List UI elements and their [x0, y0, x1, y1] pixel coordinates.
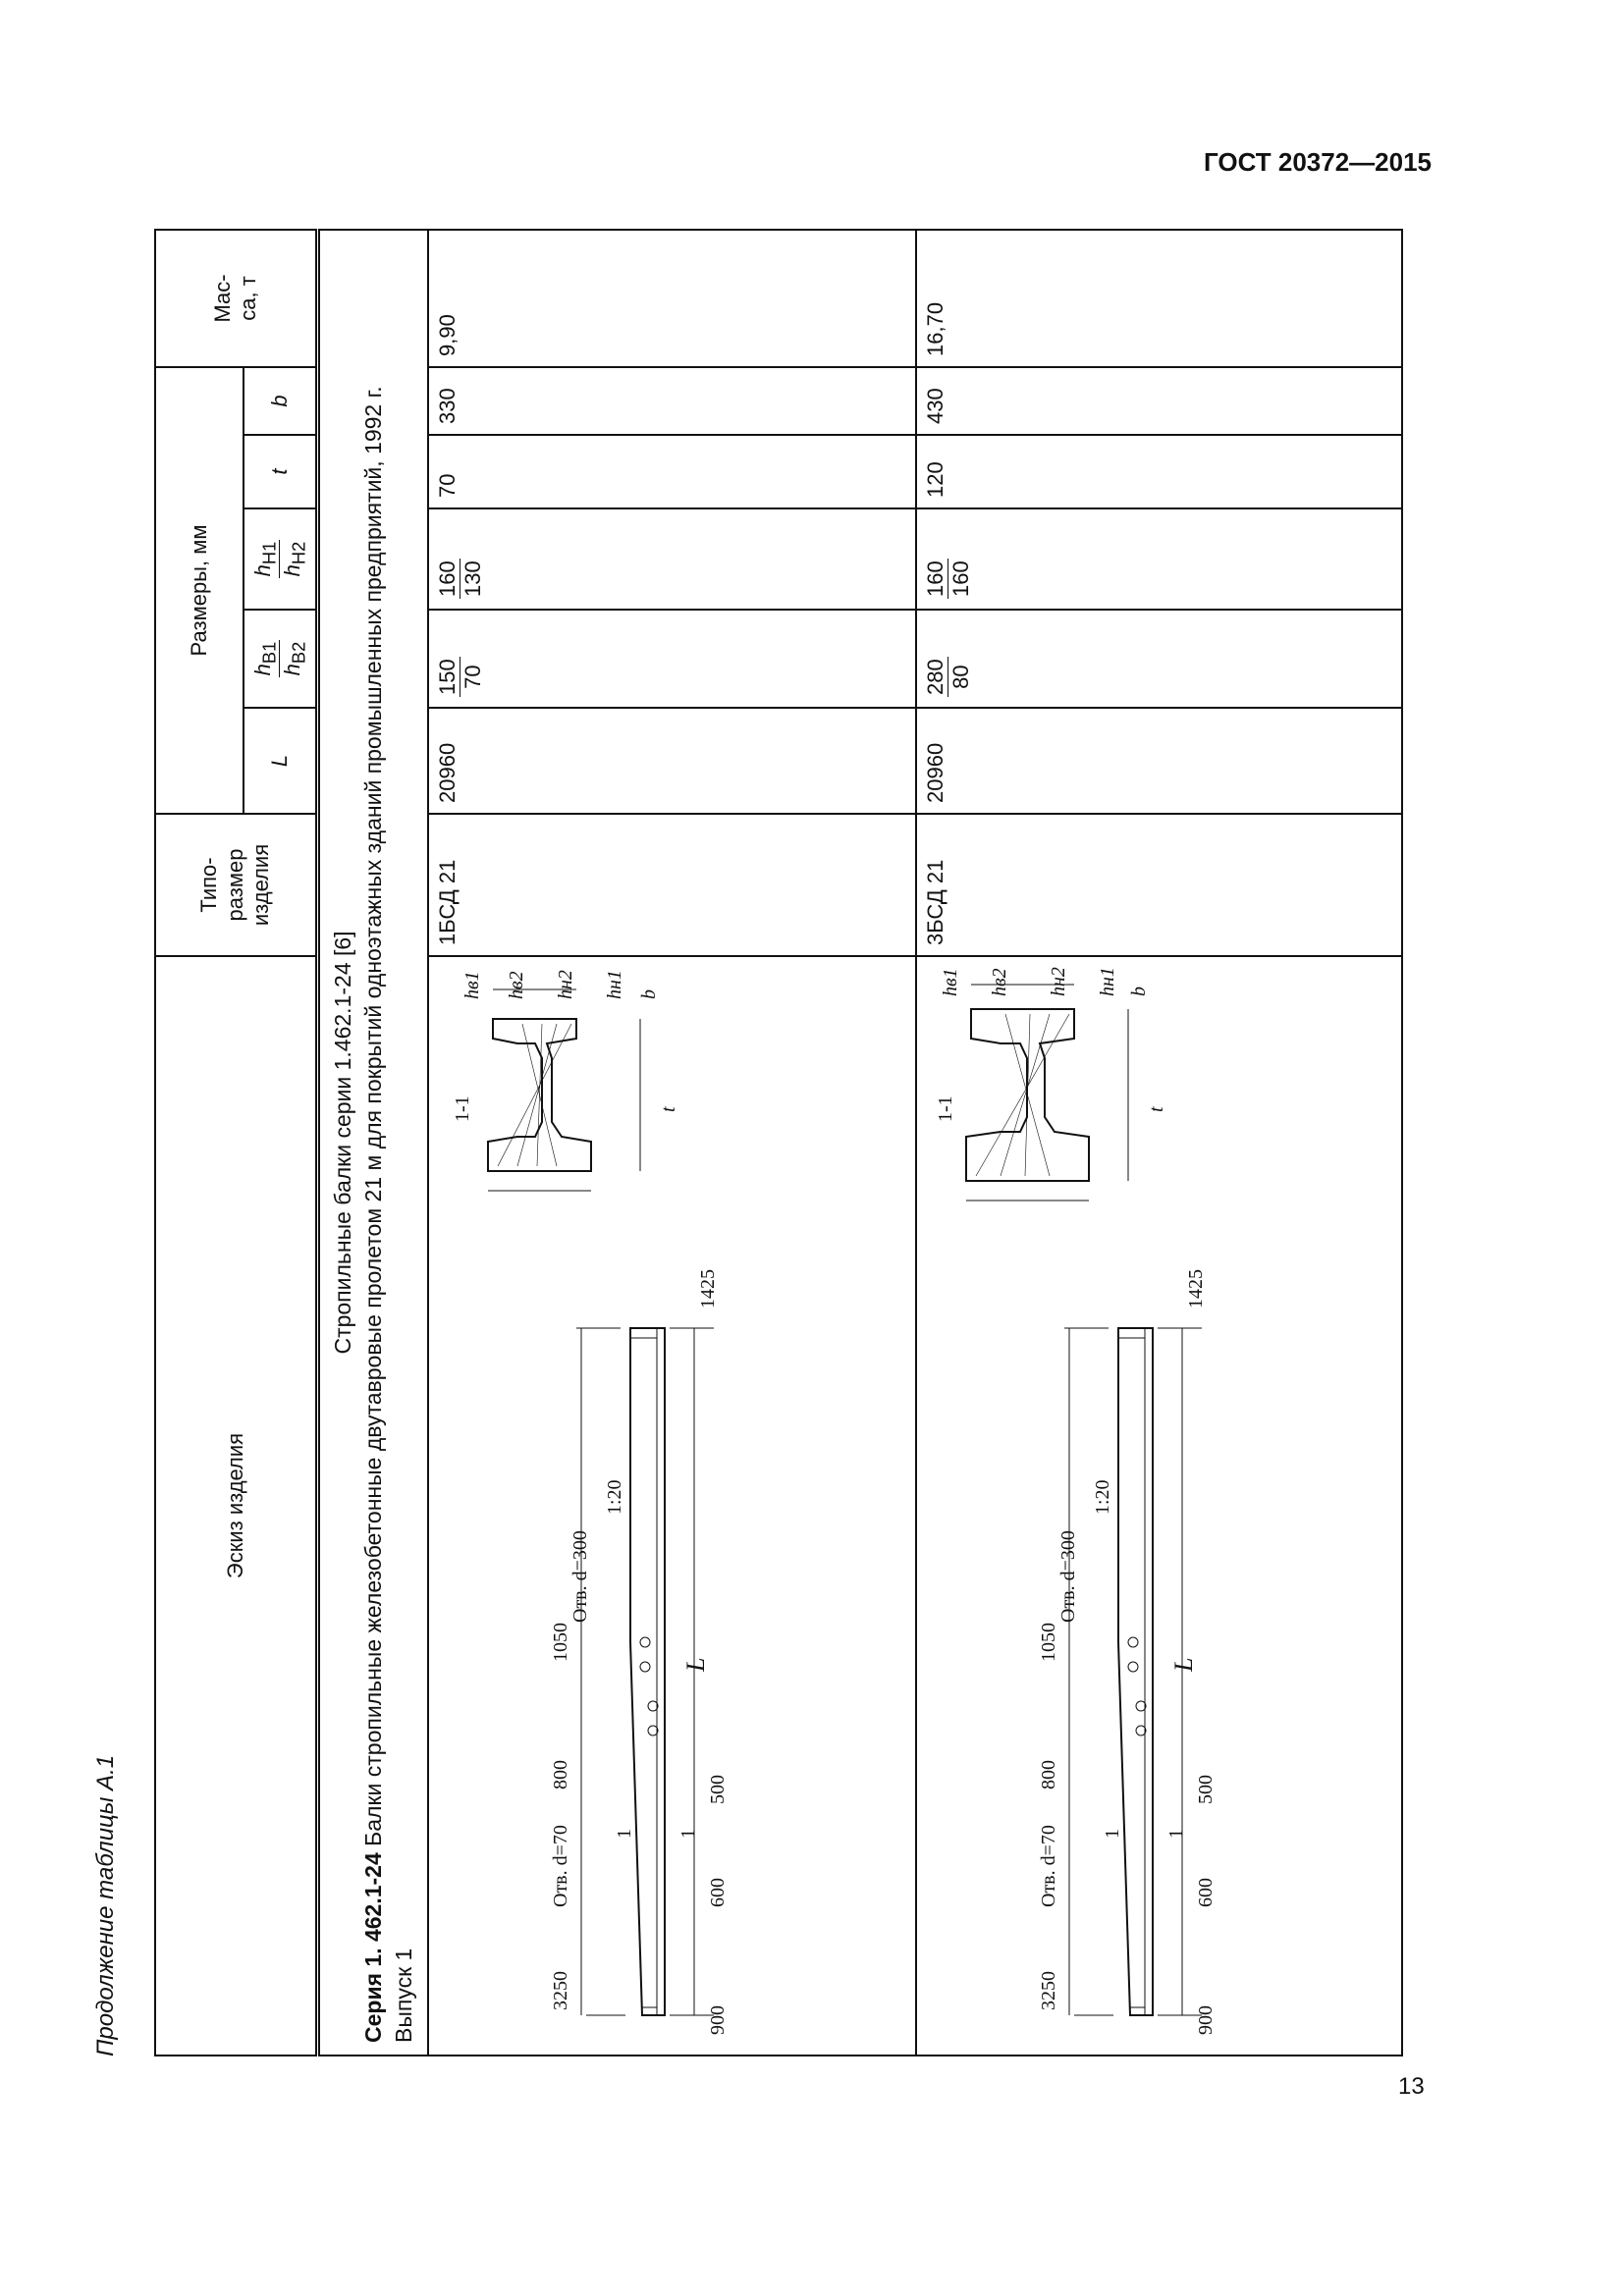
sketch-row-1 [428, 956, 916, 2056]
svg-text:1050: 1050 [550, 1623, 572, 1662]
svg-text:b: b [1128, 987, 1151, 996]
svg-text:1: 1 [677, 1829, 700, 1839]
cell-type-2: 3БСД 21 [916, 814, 1402, 956]
svg-text:hв1: hв1 [461, 971, 484, 999]
sketch-row-2 [916, 956, 1402, 2056]
svg-text:L: L [1169, 1657, 1199, 1672]
header-hh: $h_{H1}$ $h_{H2}$ [244, 508, 317, 610]
svg-text:3250: 3250 [550, 1971, 572, 2010]
header-mass: Мас- са, т [155, 230, 317, 367]
svg-text:L: L [681, 1657, 711, 1672]
svg-text:600: 600 [707, 1878, 730, 1907]
cell-b-1: 330 [428, 367, 916, 435]
svg-text:1:20: 1:20 [604, 1479, 626, 1515]
svg-text:hн1: hн1 [604, 970, 626, 999]
header-dimensions: Размеры, мм [155, 367, 244, 814]
svg-text:1:20: 1:20 [1092, 1479, 1114, 1515]
beam-sketch-2 [917, 955, 1401, 2055]
table-row [428, 230, 916, 2056]
cell-hb-1: 150 70 [428, 610, 916, 708]
page-number: 13 [1398, 2073, 1425, 2100]
header-hb: $h_{B1}$ $h_{B2}$ [244, 610, 317, 708]
svg-text:hн2: hн2 [555, 970, 577, 999]
header-L: L [244, 708, 317, 814]
table-frame [154, 231, 1376, 2056]
svg-text:b: b [638, 989, 661, 999]
beam-sketch-1 [429, 955, 915, 2055]
svg-text:t: t [658, 1106, 680, 1112]
header-t: t [244, 435, 317, 508]
svg-text:Отв. d=70: Отв. d=70 [1038, 1825, 1060, 1907]
svg-text:Отв. d=300: Отв. d=300 [1057, 1530, 1080, 1623]
svg-text:1425: 1425 [1185, 1269, 1208, 1308]
cell-mass-1: 9,90 [428, 230, 916, 367]
svg-text:800: 800 [550, 1760, 572, 1789]
cell-L-1: 20960 [428, 708, 916, 814]
cell-t-2: 120 [916, 435, 1402, 508]
svg-text:800: 800 [1038, 1760, 1060, 1789]
cell-hh-2: 160 160 [916, 508, 1402, 610]
svg-text:1-1: 1-1 [452, 1095, 474, 1122]
table-row [916, 230, 1402, 2056]
svg-text:1: 1 [1102, 1829, 1124, 1839]
cell-type-1: 1БСД 21 [428, 814, 916, 956]
svg-text:hн2: hн2 [1048, 967, 1070, 996]
cell-L-2: 20960 [916, 708, 1402, 814]
series-title: Стропильные балки серии 1.462.1-24 [6] [329, 931, 355, 1355]
svg-text:hн1: hн1 [1097, 967, 1119, 996]
header-type: Типо- размер изделия [155, 814, 317, 956]
svg-text:3250: 3250 [1038, 1971, 1060, 2010]
svg-text:500: 500 [707, 1775, 730, 1804]
svg-text:hв2: hв2 [506, 971, 528, 999]
svg-text:600: 600 [1195, 1878, 1218, 1907]
svg-text:hв1: hв1 [940, 968, 962, 996]
svg-text:900: 900 [1195, 2005, 1218, 2035]
svg-text:500: 500 [1195, 1775, 1218, 1804]
svg-text:1: 1 [614, 1829, 636, 1839]
svg-text:t: t [1146, 1106, 1168, 1112]
series-description: Серия 1. 462.1-24 Балки стропильные железобетонные двутавровые пролетом 21 м для покрытий одноэтажных зданий промышленных предприятий, 1992 г. [359, 386, 386, 2043]
cell-b-2: 430 [916, 367, 1402, 435]
svg-text:1050: 1050 [1038, 1623, 1060, 1662]
standard-code: ГОСТ 20372—2015 [1204, 147, 1432, 177]
cell-hb-2: 280 80 [916, 610, 1402, 708]
cell-mass-2: 16,70 [916, 230, 1402, 367]
svg-text:900: 900 [707, 2005, 730, 2035]
svg-text:1: 1 [1165, 1829, 1188, 1839]
svg-text:1425: 1425 [697, 1269, 720, 1308]
svg-text:1-1: 1-1 [935, 1095, 957, 1122]
svg-text:Отв. d=70: Отв. d=70 [550, 1825, 572, 1907]
series-issue: Выпуск 1 [391, 1948, 416, 2043]
header-b: b [244, 367, 317, 435]
cell-hh-1: 160 130 [428, 508, 916, 610]
spec-table [154, 229, 1403, 2056]
header-sketch: Эскиз изделия [155, 956, 317, 2056]
svg-text:Отв. d=300: Отв. d=300 [569, 1530, 592, 1623]
series-heading [317, 230, 428, 2056]
svg-text:hв2: hв2 [989, 968, 1011, 996]
cell-t-1: 70 [428, 435, 916, 508]
